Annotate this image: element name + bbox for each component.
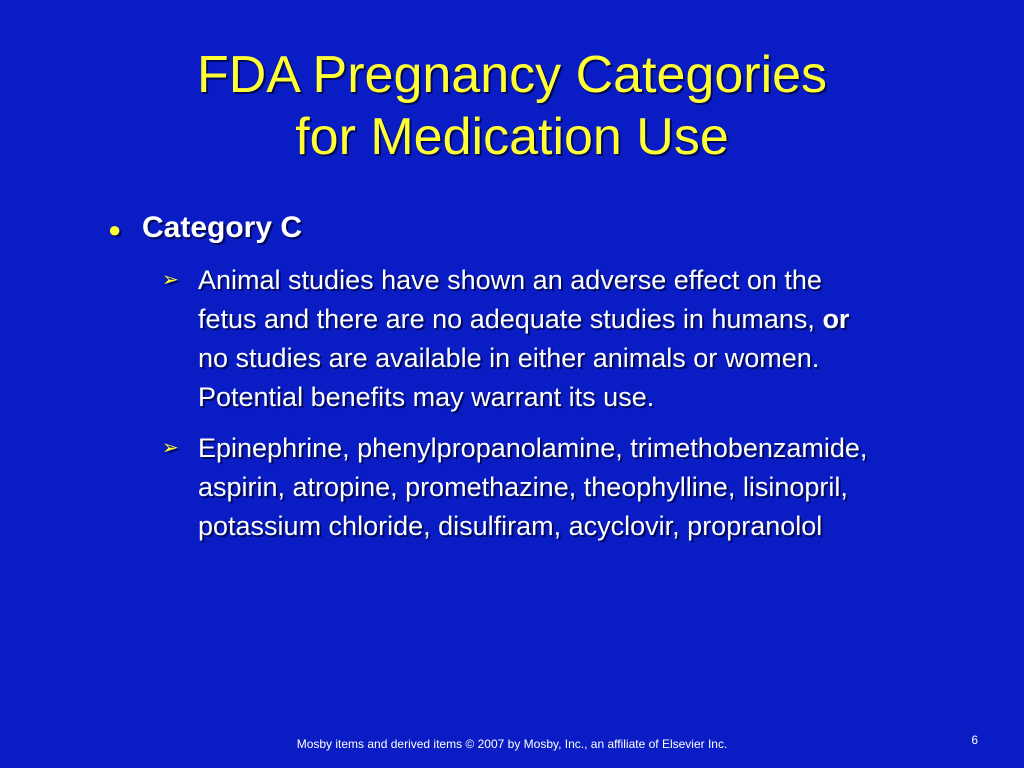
arrowhead-bullet-icon: ➢	[162, 437, 179, 459]
description-part-2: no studies are available in either animals or women. Potential benefits may warrant its use.	[198, 343, 820, 412]
slide-content	[108, 205, 928, 558]
footer-copyright: Mosby items and derived items © 2007 by Mosby, Inc., an affiliate of Elsevier Inc.	[296, 737, 728, 751]
description-text	[198, 261, 882, 417]
filled-circle-bullet-icon: ●	[108, 217, 122, 242]
page-number: 6	[971, 733, 978, 747]
category-label: Category C	[142, 211, 303, 244]
sub-bullet-description	[162, 261, 882, 417]
description-part-1: Animal studies have shown an adverse effect on the fetus and there are no adequate studies in humans,	[198, 265, 823, 334]
description-emphasis: or	[822, 304, 850, 334]
arrowhead-bullet-icon: ➢	[162, 269, 179, 291]
bullet-category	[108, 205, 928, 251]
slide-title-line-1: FDA Pregnancy Categories	[196, 46, 828, 104]
slide-title	[0, 44, 1024, 168]
slide-title-line-2: for Medication Use	[295, 108, 729, 166]
sub-bullet-examples	[162, 429, 882, 546]
examples-text: Epinephrine, phenylpropanolamine, trimethobenzamide, aspirin, atropine, promethazine, theophylline, lisinopril, potassium chloride, disulfiram, acyclovir, propranolol	[198, 433, 868, 541]
